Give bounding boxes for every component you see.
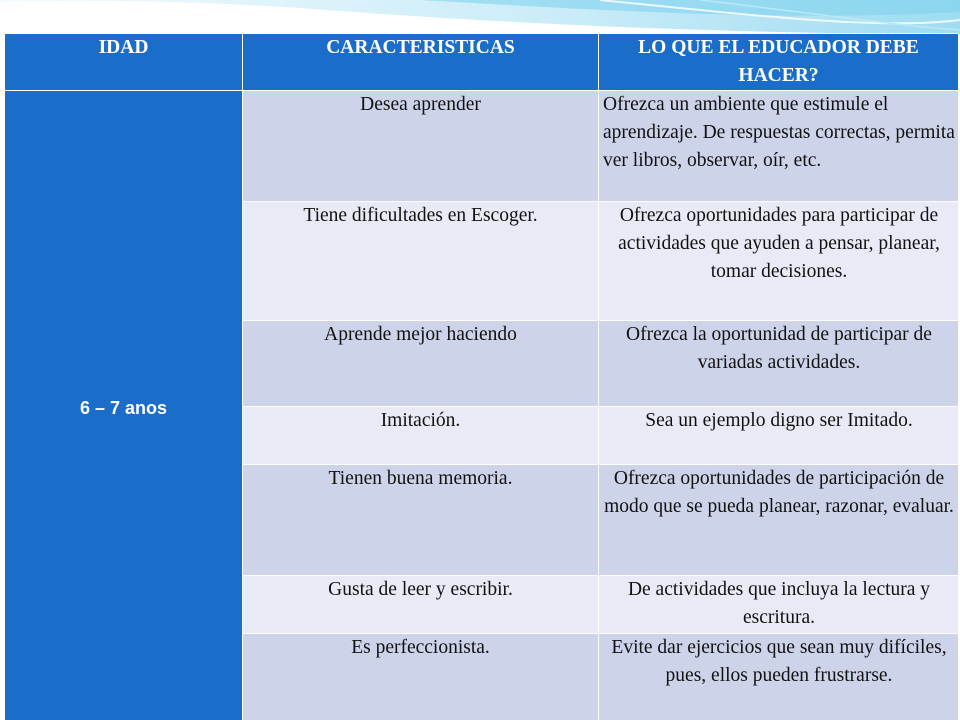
educator-action-cell: De actividades que incluya la lectura y escritura. — [599, 576, 959, 634]
age-group-cell: 6 – 7 anos — [5, 91, 243, 720]
characteristic-cell: Aprende mejor haciendo — [243, 321, 599, 407]
characteristic-cell: Es perfeccionista. — [243, 634, 599, 720]
educator-action-cell: Evite dar ejercicios que sean muy difíciles, pues, ellos pueden frustrarse. — [599, 634, 959, 720]
characteristic-cell: Tiene dificultades en Escoger. — [243, 202, 599, 321]
educator-action-cell: Ofrezca la oportunidad de participar de variadas actividades. — [599, 321, 959, 407]
age-characteristics-table — [4, 33, 958, 720]
educator-action-cell: Ofrezca un ambiente que estimule el aprendizaje. De respuestas correctas, permita ver libros, observar, oír, etc. — [599, 91, 959, 202]
educator-action-cell: Ofrezca oportunidades para participar de actividades que ayuden a pensar, planear, tomar decisiones. — [599, 202, 959, 321]
header-caracteristicas: CARACTERISTICAS — [243, 34, 599, 91]
header-educador: LO QUE EL EDUCADOR DEBE HACER? — [599, 34, 959, 91]
educator-action-cell: Sea un ejemplo digno ser Imitado. — [599, 407, 959, 465]
characteristic-cell: Tienen buena memoria. — [243, 465, 599, 576]
development-table — [4, 33, 958, 720]
educator-action-cell: Ofrezca oportunidades de participación de modo que se pueda planear, razonar, evaluar. — [599, 465, 959, 576]
header-idad: IDAD — [5, 34, 243, 91]
table-row — [5, 91, 959, 202]
header-row — [5, 34, 959, 91]
characteristic-cell: Gusta de leer y escribir. — [243, 576, 599, 634]
characteristic-cell: Imitación. — [243, 407, 599, 465]
characteristic-cell: Desea aprender — [243, 91, 599, 202]
